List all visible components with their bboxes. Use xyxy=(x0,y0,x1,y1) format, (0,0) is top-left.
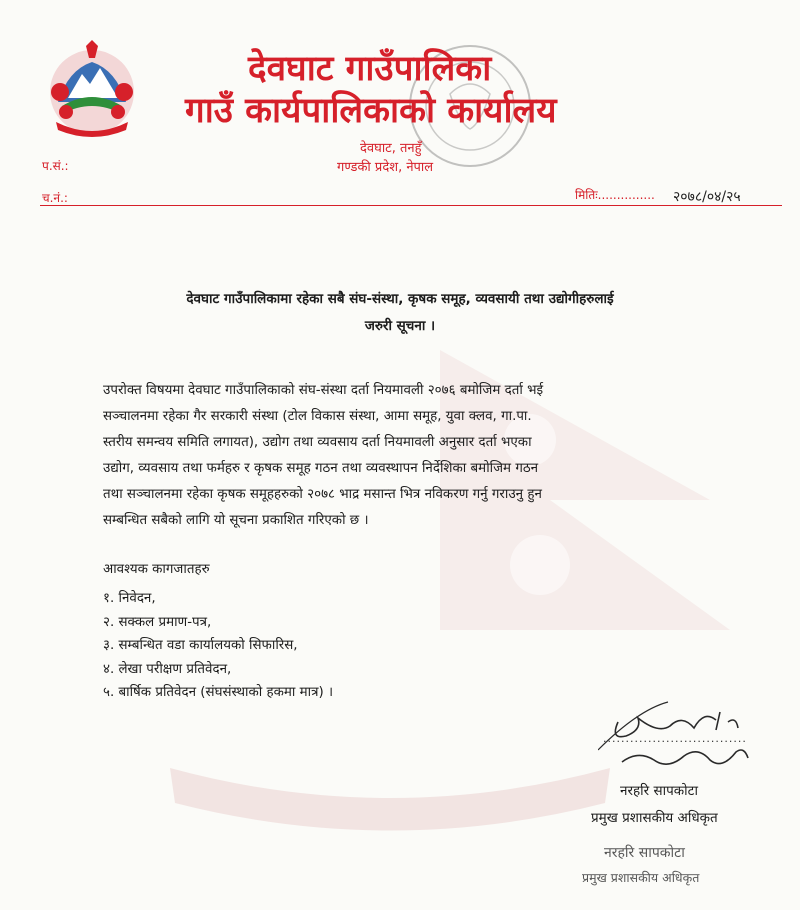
municipality-name: देवघाट गाउँपालिका xyxy=(248,49,492,89)
subject-line-1: देवघाट गाउँपालिकामा रहेका सबै संघ-संस्था, कृषक समूह, व्यवसायी तथा उद्योगीहरुलाई xyxy=(186,291,614,307)
address-line-1: देवघाट, तनहुँ xyxy=(360,141,422,156)
body-line: सम्बन्धित सबैको लागि यो सूचना प्रकाशित गरिएको छ । xyxy=(103,513,369,528)
list-item: ३. सम्बन्धित वडा कार्यालयको सिफारिस, xyxy=(103,638,298,653)
signatory-name: नरहरि सापकोटा xyxy=(620,783,698,799)
body-line: उद्योग, व्यवसाय तथा फर्महरु र कृषक समूह गठन तथा व्यवस्थापन निर्देशिका बमोजिम गठन xyxy=(103,461,539,476)
name-stamp: नरहरि सापकोटा xyxy=(604,845,685,861)
documents-list xyxy=(103,587,333,705)
role-stamp: प्रमुख प्रशासकीय अधिकृत xyxy=(582,870,700,885)
body-line: सञ्चालनमा रहेका गैर सरकारी संस्था (टोल विकास संस्था, आमा समूह, युवा क्लव, गा.पा. xyxy=(103,409,532,424)
letter-date: २०७८/०४/२५ xyxy=(673,189,741,205)
body-line: तथा सञ्चालनमा रहेका कृषक समूहहरुको २०७८ भाद्र मसान्त भित्र नविकरण गर्नु गराउनु हुन xyxy=(103,487,542,502)
list-item: २. सक्कल प्रमाण-पत्र, xyxy=(103,614,212,630)
header-divider xyxy=(40,205,782,206)
motto-banner-watermark-icon xyxy=(160,748,620,838)
signatory-role: प्रमुख प्रशासकीय अधिकृत xyxy=(591,810,718,826)
notice-body xyxy=(103,378,775,534)
office-name: गाउँ कार्यपालिकाको कार्यालय xyxy=(185,91,557,131)
signature-line: ................................ xyxy=(603,732,747,745)
body-line: स्तरीय समन्वय समिति लगायत), उद्योग तथा व्यवसाय दर्ता नियमावली अनुसार दर्ता भएका xyxy=(103,435,532,450)
body-line: उपरोक्त विषयमा देवघाट गाउँपालिकाको संघ-संस्था दर्ता नियमावली २०७६ बमोजिम दर्ता भई xyxy=(103,383,544,398)
list-item: १. निवेदन, xyxy=(103,591,156,606)
subject-line-2: जरुरी सूचना । xyxy=(364,318,436,334)
address-line-2: गण्डकी प्रदेश, नेपाल xyxy=(337,160,434,175)
list-item: ५. बार्षिक प्रतिवेदन (संघसंस्थाको हकमा मात्र) । xyxy=(103,685,334,700)
ref-cn-label: च.नं.: xyxy=(42,191,68,205)
nepal-emblem-icon xyxy=(38,40,146,140)
date-label: मितिः............... xyxy=(575,188,655,202)
list-item: ४. लेखा परीक्षण प्रतिवेदन, xyxy=(103,661,232,677)
ref-ps-label: प.सं.: xyxy=(42,159,69,173)
documents-heading: आवश्यक कागजातहरु xyxy=(103,562,210,577)
